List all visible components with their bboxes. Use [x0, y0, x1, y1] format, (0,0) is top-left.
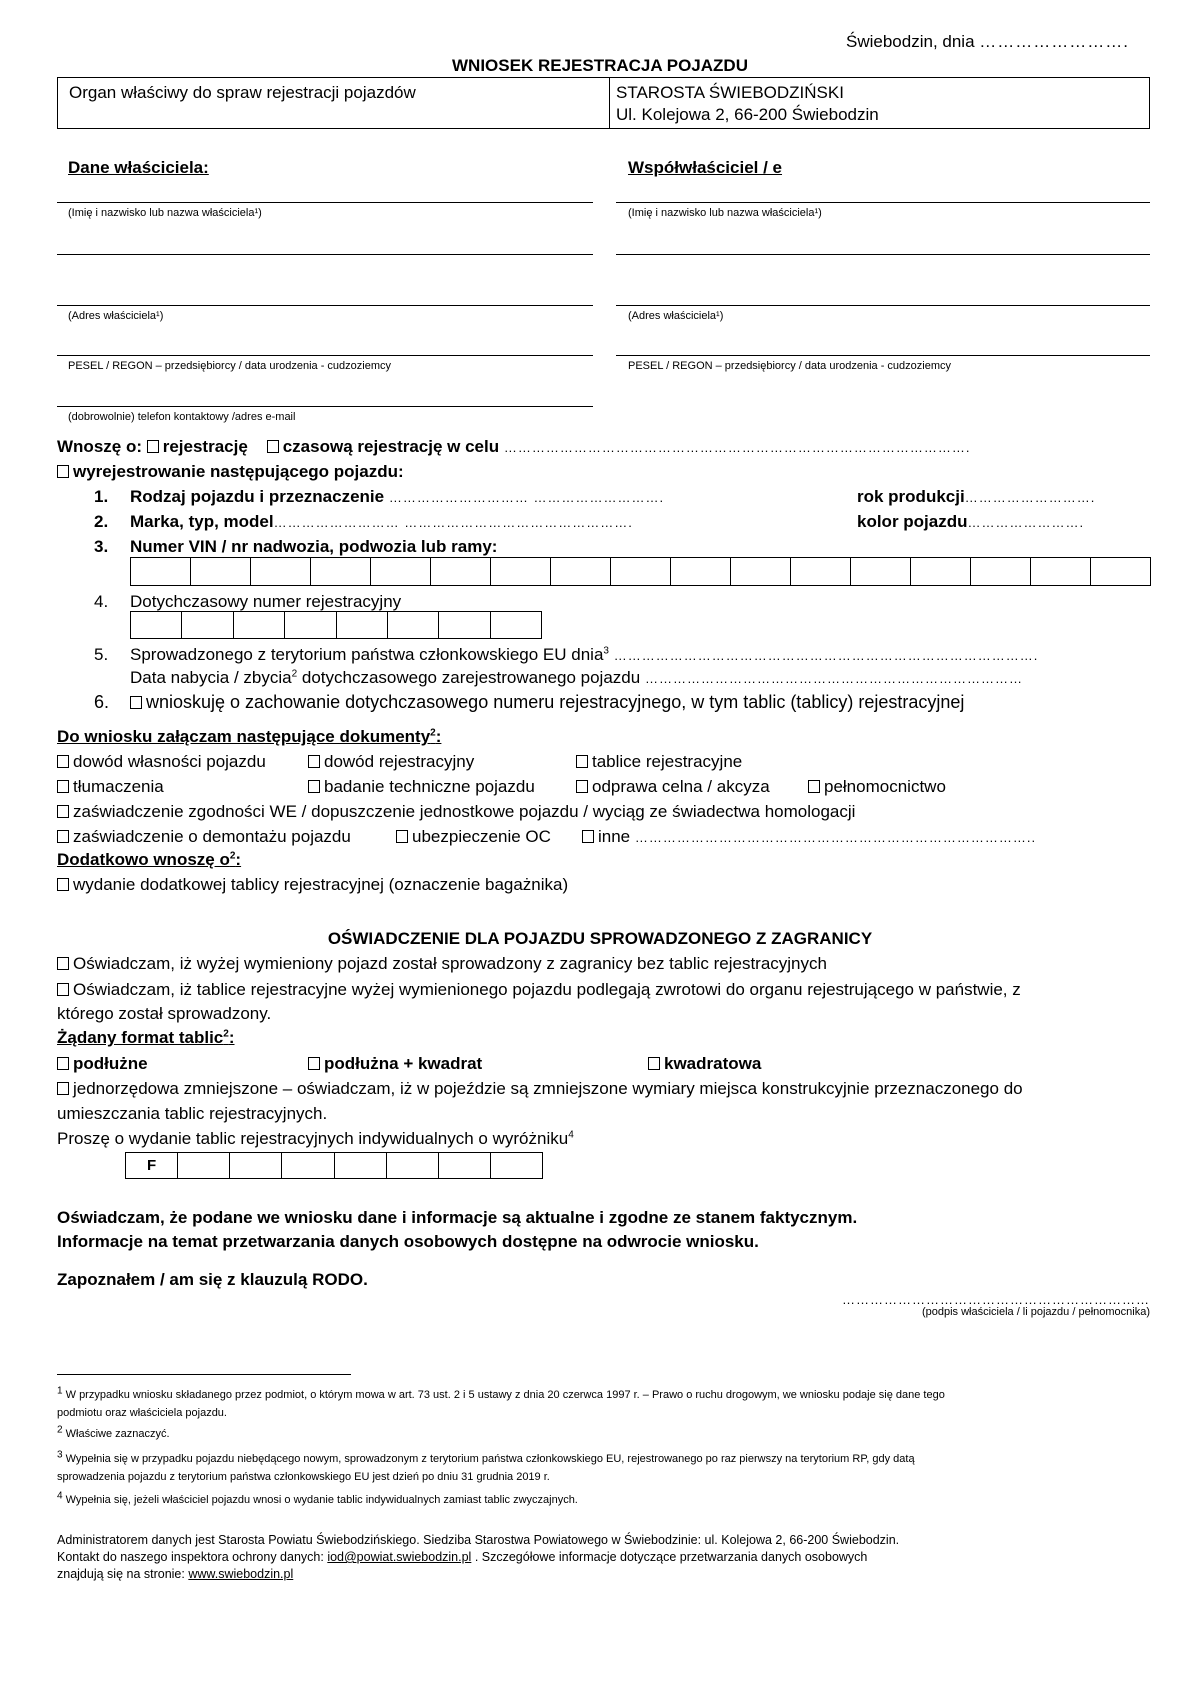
- no-plates-checkbox[interactable]: [57, 957, 69, 970]
- ownership-proof-label: dowód własności pojazdu: [73, 752, 266, 771]
- acquired-label-rest: dotychczasowego zarejestrowanego pojazdu: [297, 668, 641, 687]
- owner-contact-hint: (dobrowolnie) telefon kontaktowy /adres e-mail: [68, 411, 296, 423]
- owner-address-field[interactable]: [57, 305, 593, 306]
- acquired-footnote-ref: 2: [291, 668, 298, 680]
- footnote-1: [57, 1385, 945, 1402]
- owner-id-hint: PESEL / REGON – przedsiębiorcy / data urodzenia - cudzoziemcy: [68, 360, 392, 372]
- attachment-insurance: [396, 826, 551, 847]
- closing-statement-1: Oświadczam, że podane we wniosku dane i informacje są aktualne i zgodne ze stanem faktycznym.: [57, 1208, 858, 1227]
- admin-contact-rest: . Szczegółowe informacje dotyczące przetwarzania danych osobowych: [471, 1550, 868, 1564]
- attachment-plates: [576, 751, 742, 772]
- format-reduced: [57, 1078, 1023, 1099]
- footnote-2: [57, 1424, 170, 1441]
- authority-name: STAROSTA ŚWIEBODZIŃSKI: [616, 83, 844, 102]
- authority-box: [57, 77, 1150, 129]
- plate-format-heading: [57, 1027, 235, 1048]
- attachments-heading: [57, 726, 441, 747]
- year-label: rok produkcji: [857, 487, 965, 506]
- vin-cell[interactable]: [251, 558, 311, 585]
- item-number-6: 6.: [94, 692, 110, 712]
- format-long-checkbox[interactable]: [57, 1057, 69, 1070]
- footnote-3: [57, 1449, 915, 1466]
- vin-cell[interactable]: [191, 558, 251, 585]
- individual-plates-label: Proszę o wydanie tablic rejestracyjnych indywidualnych o wyróżniku: [57, 1129, 569, 1148]
- item-number-4: 4.: [94, 592, 109, 611]
- year-field[interactable]: ……………………….: [964, 490, 1096, 505]
- additional-footnote-ref: 2: [229, 850, 236, 862]
- conformity-label: zaświadczenie zgodności WE / dopuszczenie jednostkowe pojazdu / wyciąg ze świadectwa homologacji: [73, 802, 856, 821]
- co-owner-id-hint: PESEL / REGON – przedsiębiorcy / data urodzenia - cudzoziemcy: [628, 360, 952, 372]
- vin-cell[interactable]: [131, 558, 191, 585]
- attachment-tech-inspection: [308, 776, 535, 797]
- keep-number-checkbox[interactable]: [130, 696, 142, 709]
- format-long-label: podłużne: [73, 1054, 148, 1073]
- extra-plate-row: [57, 874, 568, 895]
- reg-number-cell[interactable]: [285, 612, 336, 638]
- co-owner-name-field-2[interactable]: [616, 254, 1150, 255]
- footnote-4: [57, 1490, 578, 1507]
- color-label: kolor pojazdu: [857, 512, 968, 531]
- other-field[interactable]: …………………………………………………………………………..: [634, 830, 1037, 845]
- vin-cell[interactable]: [371, 558, 431, 585]
- additional-heading-text: Dodatkowo wnoszę o: [57, 850, 230, 869]
- attachment-dismantling: [57, 826, 351, 847]
- format-square-label: kwadratowa: [664, 1054, 762, 1073]
- imported-date-field[interactable]: ……………………………………………………………………………….: [613, 648, 1039, 663]
- format-square-checkbox[interactable]: [648, 1057, 660, 1070]
- registration-checkbox[interactable]: [147, 440, 159, 453]
- reg-certificate-label: dowód rejestracyjny: [324, 752, 475, 771]
- reg-number-grid[interactable]: [130, 611, 542, 639]
- no-plates-label: Oświadczam, iż wyżej wymieniony pojazd został sprowadzony z zagranicy bez tablic rejestracyjnych: [73, 954, 827, 973]
- place-date-field[interactable]: …………………….: [979, 32, 1129, 51]
- translations-label: tłumaczenia: [73, 777, 164, 796]
- reg-number-label: Dotychczasowy numer rejestracyjny: [130, 592, 402, 611]
- co-owner-heading: Współwłaściciel / e: [628, 158, 783, 177]
- other-checkbox[interactable]: [582, 830, 594, 843]
- attachment-customs: [576, 776, 770, 797]
- plate-format-heading-text: Żądany format tablic: [57, 1028, 224, 1047]
- conformity-checkbox[interactable]: [57, 805, 69, 818]
- acquired-date-field[interactable]: ………………………………………………………………………: [644, 671, 1023, 686]
- plate-format-footnote-ref: 2: [223, 1028, 229, 1040]
- format-long-square-label: podłużna + kwadrat: [324, 1054, 483, 1073]
- owner-name-hint: (Imię i nazwisko lub nazwa właściciela¹): [68, 207, 262, 219]
- item-year: [857, 486, 1095, 508]
- extra-plate-label: wydanie dodatkowej tablicy rejestracyjnej (oznaczenie bagażnika): [73, 875, 569, 894]
- reg-number-cell[interactable]: [131, 612, 182, 638]
- tech-inspection-label: badanie techniczne pojazdu: [324, 777, 535, 796]
- format-long-square-checkbox[interactable]: [308, 1057, 320, 1070]
- admin-website-label: znajdują się na stronie:: [57, 1567, 189, 1581]
- reg-number-cell[interactable]: [388, 612, 439, 638]
- vin-grid[interactable]: [130, 557, 1151, 586]
- item-make: [130, 511, 633, 533]
- reg-number-cell[interactable]: [491, 612, 541, 638]
- reg-number-cell[interactable]: [439, 612, 490, 638]
- registration-label: rejestrację: [162, 437, 248, 456]
- request-prefix: Wnoszę o:: [57, 437, 142, 456]
- individual-plate-cell[interactable]: [178, 1153, 230, 1178]
- temp-purpose-field[interactable]: ……………………………………………………………………………………….: [503, 440, 971, 455]
- format-reduced-label: jednorzędowa zmniejszone – oświadczam, iż w pojeździe są zmniejszone wymiary miejsca konstrukcyjnie przeznaczonego do: [73, 1079, 1023, 1098]
- co-owner-name-hint: (Imię i nazwisko lub nazwa właściciela¹): [628, 207, 822, 219]
- authority-address: Ul. Kolejowa 2, 66-200 Świebodzin: [616, 105, 879, 124]
- imported-row: [130, 644, 1038, 666]
- individual-plate-cell[interactable]: [387, 1153, 439, 1178]
- insurance-checkbox[interactable]: [396, 830, 408, 843]
- website-link[interactable]: www.swiebodzin.pl: [188, 1567, 294, 1581]
- vin-cell[interactable]: [431, 558, 491, 585]
- footnote-1-text: W przypadku wniosku składanego przez podmiot, o którym mowa w art. 73 ust. 2 i 5 ustawy z dnia 20 czerwca 1997 r. – Prawo o ruchu drogowym, we wniosku podaje się dane tego: [65, 1389, 945, 1401]
- co-owner-address-field[interactable]: [616, 305, 1150, 306]
- declaration-plates-returned: [57, 979, 1021, 1000]
- keep-number-row: [130, 692, 964, 713]
- individual-plates-row: [57, 1128, 574, 1149]
- vin-cell[interactable]: [1031, 558, 1091, 585]
- admin-contact-label: Kontakt do naszego inspektora ochrony danych:: [57, 1550, 328, 1564]
- declaration-no-plates: [57, 953, 827, 974]
- plates-checkbox[interactable]: [576, 755, 588, 768]
- ownership-proof-checkbox[interactable]: [57, 755, 69, 768]
- plates-returned-label-2: którego został sprowadzony.: [57, 1004, 272, 1023]
- deregistration-checkbox[interactable]: [57, 465, 69, 478]
- keep-number-label: wnioskuję o zachowanie dotychczasowego numeru rejestracyjnego, w tym tablic (tablicy) rejestracyjnej: [146, 692, 965, 712]
- declaration-heading: OŚWIADCZENIE DLA POJAZDU SPROWADZONEGO Z ZAGRANICY: [327, 929, 873, 948]
- other-label: inne: [598, 827, 631, 846]
- dpo-email-link[interactable]: iod@powiat.swiebodzin.pl: [327, 1550, 472, 1564]
- attachment-translations: [57, 776, 164, 797]
- attachments-footnote-ref: 2: [430, 727, 436, 739]
- imported-footnote-ref: 3: [603, 645, 609, 657]
- item-color: [857, 511, 1084, 533]
- place-date: [846, 31, 1129, 52]
- attachment-reg-certificate: [308, 751, 474, 772]
- make-label: Marka, typ, model: [130, 512, 274, 531]
- color-field[interactable]: …………………….: [967, 515, 1085, 530]
- footnote-separator: [57, 1374, 351, 1375]
- owner-address-hint: (Adres właściciela¹): [68, 310, 164, 322]
- temp-registration-label: czasową rejestrację w celu: [282, 437, 500, 456]
- item-number-5: 5.: [94, 645, 109, 664]
- footnote-1-line-2: podmiotu oraz właściciela pojazdu.: [57, 1407, 227, 1419]
- plate-format-heading-colon: :: [228, 1028, 235, 1047]
- format-long: [57, 1053, 148, 1074]
- vin-cell[interactable]: [671, 558, 731, 585]
- additional-heading-colon: :: [235, 850, 242, 869]
- signature-field[interactable]: …………………………………………………………: [842, 1292, 1150, 1307]
- individual-plate-cell[interactable]: [282, 1153, 334, 1178]
- item-number-3: 3.: [94, 537, 109, 556]
- owner-contact-field[interactable]: [57, 406, 593, 407]
- attachment-conformity: [57, 801, 855, 822]
- individual-plate-cell[interactable]: [439, 1153, 491, 1178]
- reg-number-cell[interactable]: [182, 612, 233, 638]
- individual-plate-cell[interactable]: [491, 1153, 542, 1178]
- vin-cell[interactable]: [851, 558, 911, 585]
- deregistration-label: wyrejestrowanie następującego pojazdu:: [73, 462, 404, 481]
- vin-cell[interactable]: [551, 558, 611, 585]
- customs-checkbox[interactable]: [576, 780, 588, 793]
- extra-plate-checkbox[interactable]: [57, 878, 69, 891]
- admin-line-2: [57, 1549, 867, 1565]
- co-owner-id-field[interactable]: [616, 355, 1150, 356]
- item-vehicle-type: [130, 486, 664, 508]
- acquired-label: Data nabycia / zbycia: [130, 668, 292, 687]
- plates-returned-checkbox[interactable]: [57, 983, 69, 996]
- admin-line-1: Administratorem danych jest Starosta Powiatu Świebodzińskiego. Siedziba Starostwa Powiatowego w Świebodzinie: ul. Kolejowa 2, 66-200 Świebodzin.: [57, 1533, 900, 1547]
- power-of-attorney-checkbox[interactable]: [808, 780, 820, 793]
- vin-cell[interactable]: [911, 558, 971, 585]
- vehicle-type-field[interactable]: ………………………… ……………………….: [388, 490, 665, 505]
- individual-plate-cell[interactable]: [230, 1153, 282, 1178]
- footnote-4-num: 4: [57, 1490, 63, 1502]
- footnote-3-line-2: sprowadzenia pojazdu z terytorium państwa członkowskiego EU jest dzień po dniu 31 grudnia 2019 r.: [57, 1471, 550, 1483]
- format-long-square: [308, 1053, 482, 1074]
- vin-cell[interactable]: [731, 558, 791, 585]
- insurance-label: ubezpieczenie OC: [412, 827, 551, 846]
- vin-cell[interactable]: [491, 558, 551, 585]
- attachments-heading-colon: :: [435, 727, 442, 746]
- admin-line-3: [57, 1566, 293, 1582]
- co-owner-address-hint: (Adres właściciela¹): [628, 310, 724, 322]
- owner-heading: Dane właściciela:: [68, 158, 209, 177]
- footnote-2-text: Właściwe zaznaczyć.: [65, 1428, 170, 1440]
- individual-plate-grid[interactable]: [125, 1152, 543, 1179]
- attachments-heading-text: Do wniosku załączam następujące dokumenty: [57, 727, 431, 746]
- attachment-power-of-attorney: [808, 776, 946, 797]
- dismantling-label: zaświadczenie o demontażu pojazdu: [73, 827, 351, 846]
- footnote-3-num: 3: [57, 1449, 63, 1461]
- reg-number-cell[interactable]: [234, 612, 285, 638]
- format-square: [648, 1053, 761, 1074]
- plates-label: tablice rejestracyjne: [592, 752, 743, 771]
- signature-hint: (podpis właściciela / li pojazdu / pełnomocnika): [921, 1306, 1150, 1318]
- tech-inspection-checkbox[interactable]: [308, 780, 320, 793]
- individual-plate-cell[interactable]: [335, 1153, 387, 1178]
- vin-cell[interactable]: [611, 558, 671, 585]
- plates-returned-label: Oświadczam, iż tablice rejestracyjne wyżej wymienionego pojazdu podlegają zwrotowi do organu rejestrującego w państwie, z: [73, 980, 1021, 999]
- item-number-1: 1.: [94, 487, 109, 506]
- acquired-row: [130, 667, 1023, 689]
- attachment-other: [582, 826, 1036, 848]
- footnote-4-text: Wypełnia się, jeżeli właściciel pojazdu wnosi o wydanie tablic indywidualnych zamiast tablic zwyczajnych.: [65, 1494, 578, 1506]
- place-date-label: Świebodzin, dnia: [846, 32, 975, 51]
- dismantling-checkbox[interactable]: [57, 830, 69, 843]
- rodo-statement: Zapoznałem / am się z klauzulą RODO.: [57, 1270, 368, 1289]
- individual-plate-first-char: F: [126, 1153, 178, 1178]
- vin-cell[interactable]: [311, 558, 371, 585]
- vin-cell[interactable]: [971, 558, 1031, 585]
- co-owner-name-field[interactable]: [616, 202, 1150, 203]
- imported-label: Sprowadzonego z terytorium państwa członkowskiego EU dnia: [130, 645, 604, 664]
- individual-footnote-ref: 4: [568, 1129, 574, 1141]
- make-field[interactable]: ……………………… ………………………………………….: [273, 515, 633, 530]
- footnote-3-text: Wypełnia się w przypadku pojazdu niebędącego nowym, sprowadzonym z terytorium państwa członkowskiego EU, rejestrowanego po raz pierwszy na terytorium RP, gdy datą: [65, 1453, 915, 1465]
- authority-box-divider: [609, 78, 610, 128]
- authority-label: Organ właściwy do spraw rejestracji pojazdów: [69, 83, 416, 102]
- vehicle-type-label: Rodzaj pojazdu i przeznaczenie: [130, 487, 385, 506]
- additional-heading: [57, 849, 241, 870]
- vin-cell[interactable]: [1091, 558, 1150, 585]
- footnote-2-num: 2: [57, 1424, 63, 1436]
- vin-label: Numer VIN / nr nadwozia, podwozia lub ramy:: [130, 537, 498, 556]
- reg-number-cell[interactable]: [337, 612, 388, 638]
- closing-statement-2: Informacje na temat przetwarzania danych osobowych dostępne na odwrocie wniosku.: [57, 1232, 759, 1251]
- item-number-2: 2.: [94, 512, 109, 531]
- form-title: WNIOSEK REJESTRACJA POJAZDU: [452, 56, 748, 75]
- vin-cell[interactable]: [791, 558, 851, 585]
- deregistration-row: [57, 461, 404, 482]
- attachment-ownership: [57, 751, 266, 772]
- customs-label: odprawa celna / akcyza: [592, 777, 770, 796]
- format-reduced-label-2: umieszczania tablic rejestracyjnych.: [57, 1104, 328, 1123]
- request-row: [57, 436, 970, 458]
- footnote-1-num: 1: [57, 1385, 63, 1397]
- temp-registration-checkbox[interactable]: [267, 440, 279, 453]
- owner-name-field-2[interactable]: [57, 254, 593, 255]
- reg-certificate-checkbox[interactable]: [308, 755, 320, 768]
- format-reduced-checkbox[interactable]: [57, 1082, 69, 1095]
- owner-name-field[interactable]: [57, 202, 593, 203]
- owner-id-field[interactable]: [57, 355, 593, 356]
- power-of-attorney-label: pełnomocnictwo: [824, 777, 946, 796]
- translations-checkbox[interactable]: [57, 780, 69, 793]
